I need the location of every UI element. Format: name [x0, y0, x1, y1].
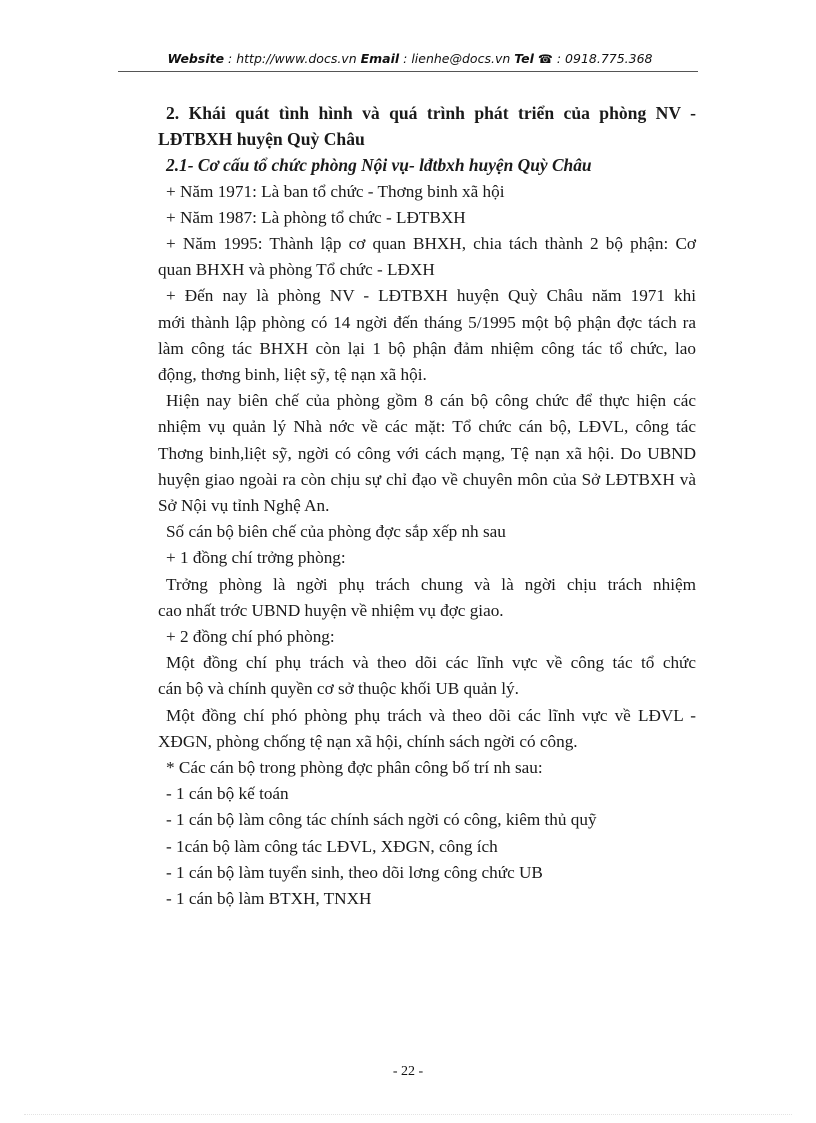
paragraph-line: quan BHXH và phòng Tổ chức - LĐXH — [158, 260, 435, 280]
paragraph-line: Một đồng chí phó phòng phụ trách và theo dõi các lĩnh vực về LĐVL - — [166, 705, 696, 725]
paragraph-line: cao nhất trớc UBND huyện về nhiệm vụ đợc giao. — [158, 600, 504, 620]
paragraph-line: Trởng phòng là ngời phụ trách chung và là ngời chịu trách nhiệm — [166, 574, 696, 594]
phone-icon: ☎ — [537, 52, 553, 66]
paragraph-line: nhiệm vụ quản lý Nhà nớc về các mặt: Tổ chức cán bộ, LĐVL, công tác — [158, 417, 696, 437]
page-header — [120, 51, 700, 66]
email-label: Email — [360, 51, 400, 66]
paragraph-line: + Năm 1971: Là ban tổ chức - Thơng binh xã hội — [166, 181, 505, 201]
page-number: - 22 - — [392, 1064, 424, 1079]
list-item: - 1 cán bộ làm công tác chính sách ngời có công, kiêm thủ quỹ — [166, 810, 597, 830]
paragraph-line: cán bộ và chính quyền cơ sở thuộc khối UB quản lý. — [158, 679, 519, 699]
tel-value: : 0918.775.368 — [552, 51, 653, 66]
list-item: - 1 cán bộ làm BTXH, TNXH — [166, 889, 372, 909]
header-rule — [118, 71, 698, 72]
subsection-heading: 2.1- Cơ cấu tổ chức phòng Nội vụ- lđtbxh huyện Quỳ Châu — [166, 155, 592, 176]
document-body — [158, 100, 696, 912]
paragraph-line: XĐGN, phòng chống tệ nạn xã hội, chính sách ngời có công. — [158, 731, 578, 751]
list-item: - 1 cán bộ làm tuyển sinh, theo dõi lơng công chức UB — [166, 862, 543, 882]
paragraph-line: làm công tác BHXH còn lại 1 bộ phận đảm nhiệm công tác tổ chức, lao — [158, 338, 696, 358]
tel-label: Tel — [514, 51, 534, 66]
page-edge — [24, 1114, 792, 1115]
paragraph-line: huyện giao ngoài ra còn chịu sự chỉ đạo về chuyên môn của Sở LĐTBXH và — [158, 469, 696, 489]
email-value: : lienhe@docs.vn — [399, 51, 515, 66]
list-intro: * Các cán bộ trong phòng đợc phân công bố trí nh sau: — [166, 758, 543, 778]
paragraph-line: Một đồng chí phụ trách và theo dõi các lĩnh vực về công tác tổ chức — [166, 653, 696, 673]
section-heading-line2: LĐTBXH huyện Quỳ Châu — [158, 129, 365, 150]
paragraph-line: Số cán bộ biên chế của phòng đợc sắp xếp nh sau — [166, 522, 506, 542]
paragraph-line: Sở Nội vụ tỉnh Nghệ An. — [158, 496, 330, 516]
paragraph-line: + 1 đồng chí trởng phòng: — [166, 548, 346, 568]
paragraph-line: Thơng binh,liệt sỹ, ngời có công với cách mạng, Tệ nạn xã hội. Do UBND — [158, 443, 696, 463]
paragraph-line: + Năm 1987: Là phòng tổ chức - LĐTBXH — [166, 207, 466, 227]
section-heading-line1: 2. Khái quát tình hình và quá trình phát triển của phòng NV - — [166, 103, 696, 123]
paragraph-line: động, thơng binh, liệt sỹ, tệ nạn xã hội. — [158, 365, 427, 385]
paragraph-line: + Năm 1995: Thành lập cơ quan BHXH, chia tách thành 2 bộ phận: Cơ — [166, 234, 696, 254]
paragraph-line: Hiện nay biên chế của phòng gồm 8 cán bộ công chức để thực hiện các — [166, 391, 696, 411]
paragraph-line: mới thành lập phòng có 14 ngời đến tháng 5/1995 một bộ phận đợc tách ra — [158, 312, 696, 332]
paragraph-line: + Đến nay là phòng NV - LĐTBXH huyện Quỳ Châu năm 1971 khi — [166, 286, 696, 306]
paragraph-line: + 2 đồng chí phó phòng: — [166, 627, 335, 647]
website-value: : http://www.docs.vn — [224, 51, 361, 66]
list-item: - 1 cán bộ kế toán — [166, 784, 289, 804]
website-label: Website — [167, 51, 225, 66]
list-item: - 1cán bộ làm công tác LĐVL, XĐGN, công ích — [166, 836, 498, 856]
